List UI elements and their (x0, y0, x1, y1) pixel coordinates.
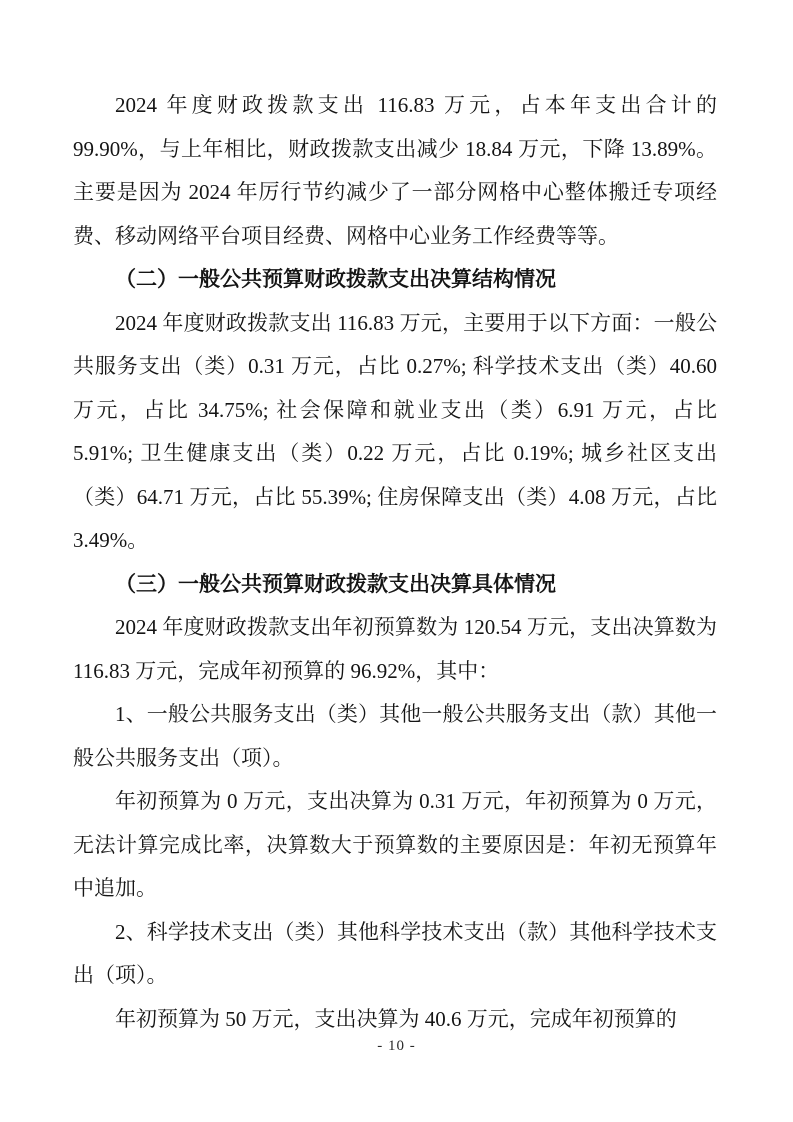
paragraph-budget-vs-final: 2024 年度财政拨款支出年初预算数为 120.54 万元，支出决算数为 116.83 万元，完成年初预算的 96.92%，其中： (73, 615, 717, 683)
page-number: - 10 - (377, 1038, 416, 1054)
paragraph-expenditure-structure: 2024 年度财政拨款支出 116.83 万元，主要用于以下方面：一般公共服务支出（类）0.31 万元，占比 0.27%; 科学技术支出（类）40.60 万元，占比 34.75%; 社会保障和就业支出（类）6.91 万元，占比 5.91%; 卫生健康支出（类）0.22 万元，占比 0.19%; 城乡社区支出（类）64.71 万元，占比 55.39%; 住房保障支出（类）4.08 万元，占比 3.49%。 (73, 310, 717, 552)
page-footer (0, 1038, 793, 1055)
paragraph-item-1-detail: 年初预算为 0 万元，支出决算为 0.31 万元，年初预算为 0 万元，无法计算完成比率，决算数大于预算数的主要原因是：年初无预算年中追加。 (73, 789, 717, 900)
paragraph-item-2-detail: 年初预算为 50 万元，支出决算为 40.6 万元，完成年初预算的 (115, 1006, 677, 1031)
heading-section-2-structure: （二）一般公共预算财政拨款支出决算结构情况 (115, 267, 556, 291)
document-content (73, 84, 717, 1041)
paragraph-item-1-title: 1、一般公共服务支出（类）其他一般公共服务支出（款）其他一般公共服务支出（项）。 (73, 702, 717, 770)
heading-section-3-details: （三）一般公共预算财政拨款支出决算具体情况 (115, 571, 556, 596)
paragraph-item-2-title: 2、科学技术支出（类）其他科学技术支出（款）其他科学技术支出（项）。 (73, 919, 717, 987)
paragraph-expenditure-summary: 2024 年度财政拨款支出 116.83 万元，占本年支出合计的 99.90%，与上年相比，财政拨款支出减少 18.84 万元，下降 13.89%。主要是因为 2024 年厉行节约减少了一部分网格中心整体搬迁专项经费、移动网络平台项目经费、网格中心业务工作经费等等。 (73, 93, 717, 248)
